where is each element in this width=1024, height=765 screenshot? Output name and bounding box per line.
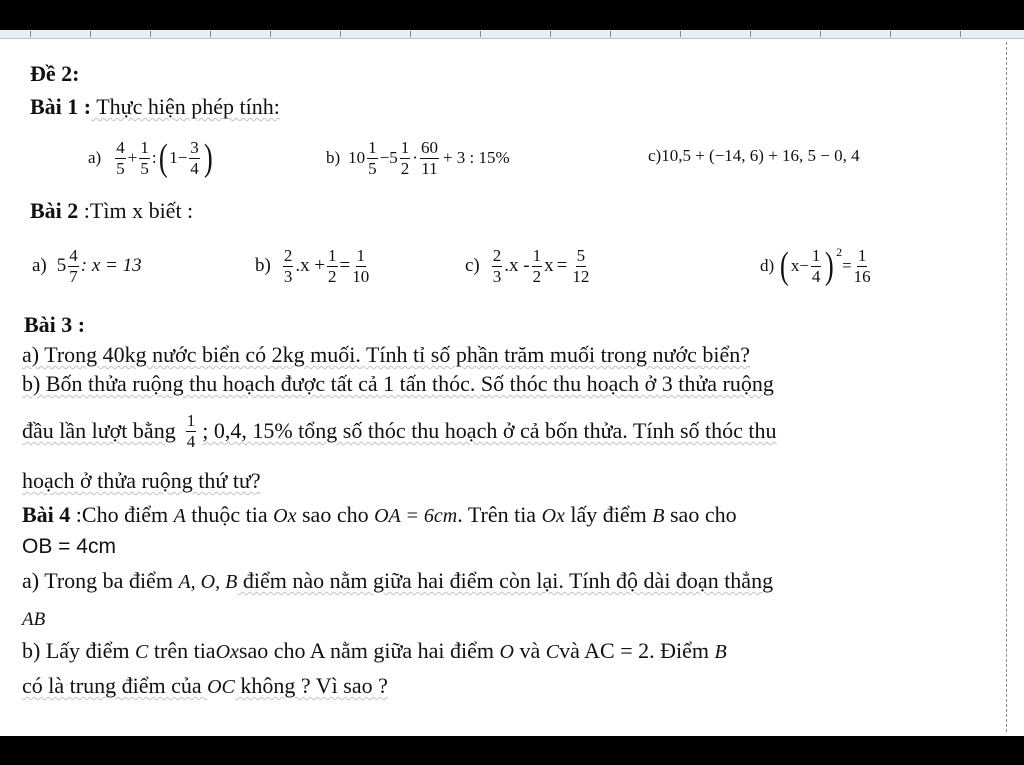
bai3-a: a) Trong 40kg nước biển có 2kg muối. Tính tỉ số phần trăm muối trong nước biển? <box>22 342 751 367</box>
page-margin-guide <box>1006 42 1007 732</box>
bai1-c: c)10,5 + (−14, 6) + 16, 5 − 0, 4 <box>648 146 860 165</box>
bai3-b-line3: hoạch ở thửa ruộng thứ tư? <box>22 468 261 493</box>
bai2-heading: Bài 2 :Tìm x biết : <box>30 198 194 223</box>
bai2-c: c) $\frac{2}{3}$ .x - $\frac{1}{2}$ x = $\frac{5}{12}$ <box>465 245 590 286</box>
bai2-d: d) ( x − $\frac{1}{4}$ ) 2 = $\frac{1}{16}$ <box>760 244 871 287</box>
bai4-line1: Bài 4 :Cho điểm A thuộc tia Ox sao cho OA = 6cm. Trên tia Ox lấy điểm B sao cho <box>22 502 737 527</box>
bai1-heading: Bài 1 : Thực hiện phép tính: <box>30 94 280 119</box>
bai2-b: b) $\frac{2}{3}$ .x + $\frac{1}{2}$ = $\frac{1}{10}$ <box>255 245 370 286</box>
bai2-a: a) 5 $\frac{4}{7}$ : x = 13 <box>32 245 142 286</box>
bai4-line2: OB = 4cm <box>22 535 116 558</box>
bai4-b: b) Lấy điểm C trên tiaOxsao cho A nằm giữa hai điểm O và Cvà AC = 2. Điểm B <box>22 638 727 663</box>
bai4-c: có là trung điểm của OC không ? Vì sao ? <box>22 673 388 698</box>
bai3-b-line2: đầu lần lượt bằng $\frac{1}{4}$ ; 0,4, 15% tổng số thóc thu hoạch ở cả bốn thửa. Tính số thóc thu <box>22 410 777 451</box>
exam-title: Đề 2: <box>30 61 80 86</box>
ruler <box>0 30 1024 39</box>
document-page <box>0 30 1024 736</box>
bai1-b: b) 10 $\frac{1}{5}$ − 5 $\frac{1}{2}$ · $\frac{60}{11}$ + 3 : 15% <box>326 137 510 178</box>
bai4-a: a) Trong ba điểm A, O, B điểm nào nằm giữa hai điểm còn lại. Tính độ dài đoạn thẳng <box>22 568 774 593</box>
bai4-ab: AB <box>22 609 46 630</box>
bai1-a: a) $\frac{4}{5}$ + $\frac{1}{5}$ : ( 1 − $\frac{3}{4}$ ) <box>88 137 213 179</box>
bai3-b-line1: b) Bốn thửa ruộng thu hoạch được tất cả 1 tấn thóc. Số thóc thu hoạch ở 3 thửa ruộng <box>22 371 774 396</box>
bai3-heading: Bài 3 : <box>24 312 86 337</box>
